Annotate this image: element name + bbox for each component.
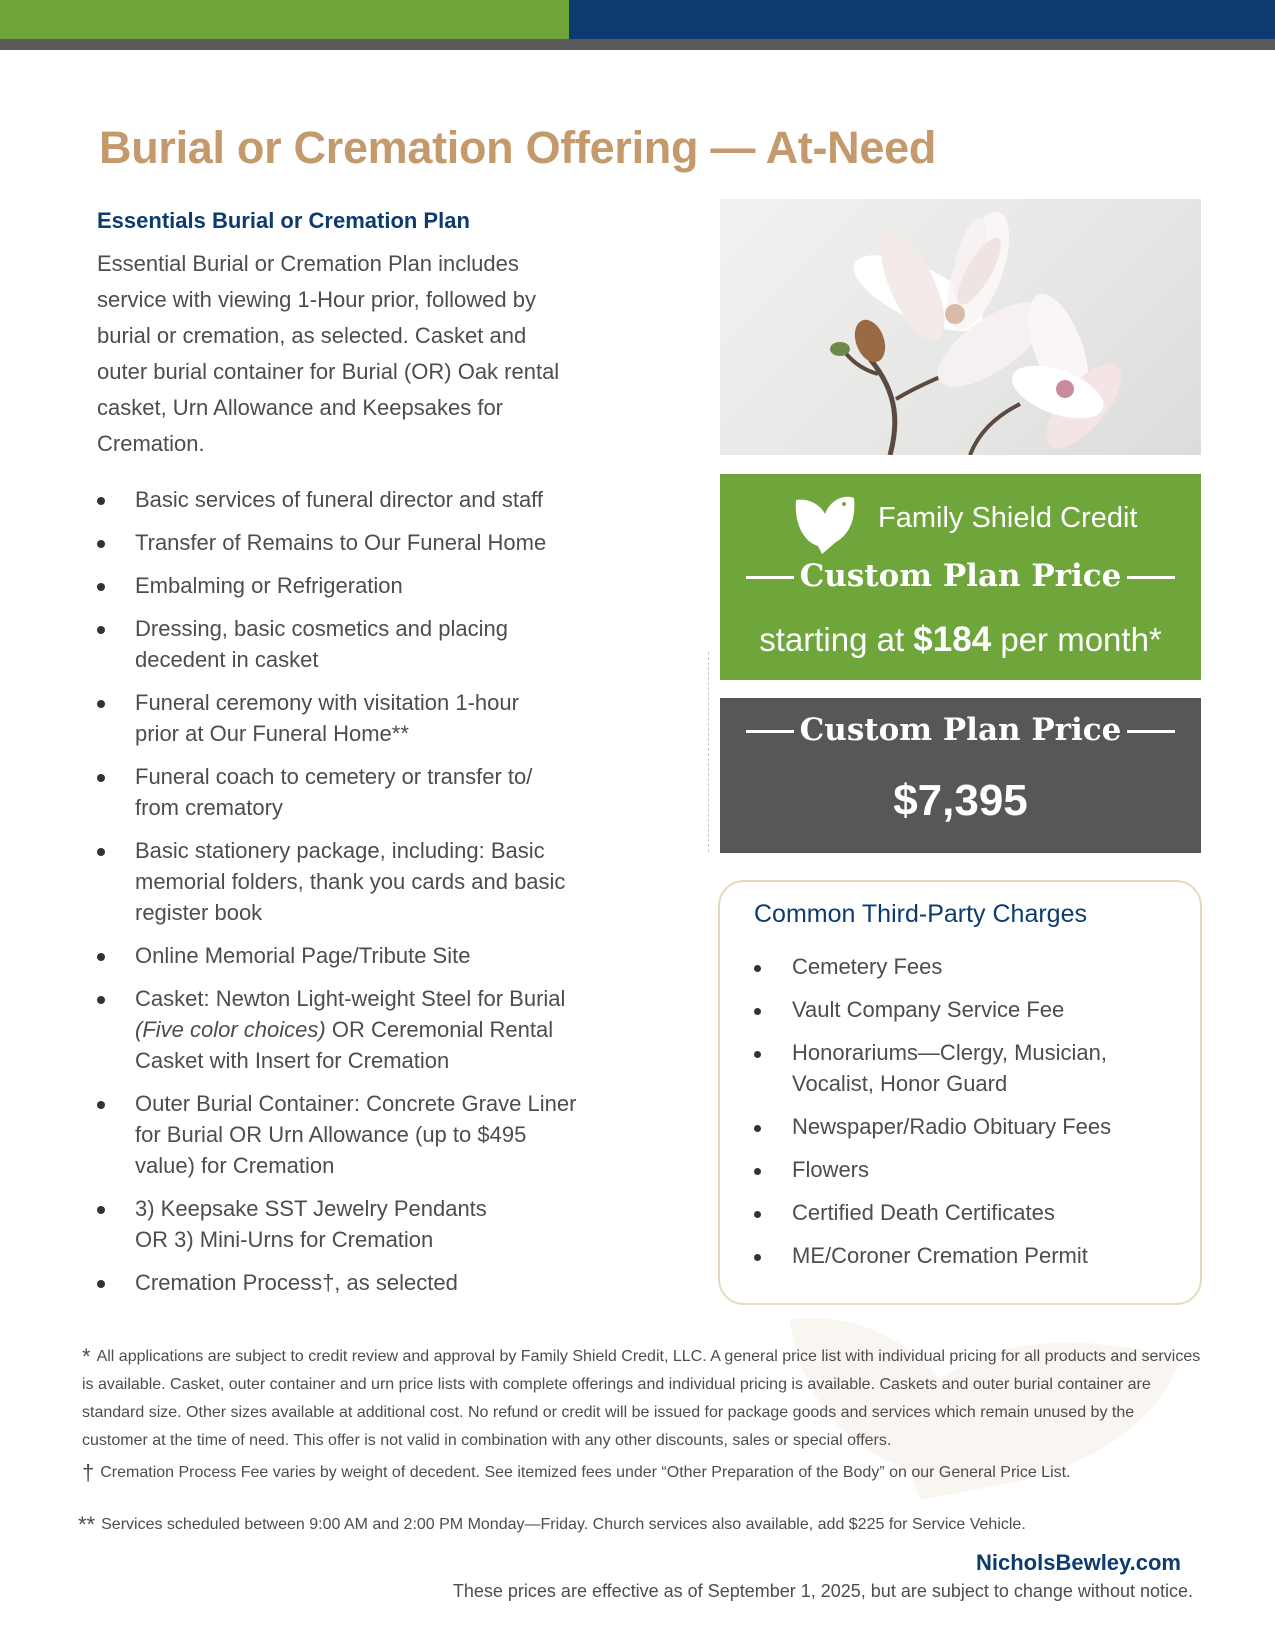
- family-shield-bird-icon: [792, 494, 858, 556]
- monthly-price-line: [720, 620, 1201, 660]
- list-item: [97, 570, 617, 601]
- bullet-icon: [97, 626, 105, 634]
- list-item-text: from crematory: [135, 795, 283, 820]
- bullet-icon: [754, 965, 761, 972]
- third-party-list: [754, 951, 1174, 1283]
- third-party-heading: Common Third-Party Charges: [754, 900, 1087, 928]
- bullet-icon: [97, 996, 105, 1004]
- starting-suffix: per month*: [1000, 621, 1162, 658]
- starting-prefix: starting at: [759, 621, 905, 658]
- magnolia-photo: [720, 199, 1201, 455]
- bullet-icon: [97, 1280, 105, 1288]
- plan-feature-list: [97, 484, 617, 1310]
- list-item-text: Basic services of funeral director and staff: [135, 487, 544, 512]
- footnote-dagger-mark: †: [82, 1460, 95, 1485]
- list-item-text: Casket: Newton Light-weight Steel for Burial: [135, 986, 566, 1011]
- list-item: [97, 613, 617, 675]
- list-item-text: Online Memorial Page/Tribute Site: [135, 943, 471, 968]
- list-item-text: Vocalist, Honor Guard: [792, 1071, 1008, 1096]
- list-item: [97, 1267, 617, 1298]
- list-item-text: Honorariums—Clergy, Musician,: [792, 1040, 1108, 1065]
- bullet-icon: [754, 1008, 761, 1015]
- bullet-icon: [754, 1254, 761, 1261]
- monthly-price: $184: [913, 620, 992, 659]
- bullet-icon: [754, 1051, 761, 1058]
- list-item-text: register book: [135, 900, 263, 925]
- price-box: [720, 698, 1201, 853]
- list-item-text: value) for Cremation: [135, 1153, 335, 1178]
- plan-intro-line: casket, Urn Allowance and Keepsakes for: [97, 395, 504, 420]
- plan-intro-line: Essential Burial or Cremation Plan includes: [97, 251, 519, 276]
- divider: [708, 652, 709, 852]
- heading-rule-left: [746, 730, 794, 733]
- list-item-text: Certified Death Certificates: [792, 1200, 1055, 1225]
- footnote-double-star-mark: **: [78, 1512, 96, 1537]
- bullet-icon: [97, 497, 105, 505]
- list-item: [97, 940, 617, 971]
- plan-intro-line: outer burial container for Burial (OR) Oak rental: [97, 359, 560, 384]
- total-price: $7,395: [893, 776, 1028, 825]
- effective-date-note: These prices are effective as of September 1, 2025, but are subject to change without notice.: [452, 1581, 1193, 1601]
- bullet-icon: [754, 1168, 761, 1175]
- list-item-text: decedent in casket: [135, 647, 319, 672]
- list-item: [97, 484, 617, 515]
- price-heading: Custom Plan Price: [799, 712, 1122, 748]
- list-item: [754, 1197, 1174, 1228]
- list-item-text: prior at Our Funeral Home**: [135, 721, 409, 746]
- list-item: [97, 527, 617, 558]
- list-item-text: Funeral coach to cemetery or transfer to/: [135, 764, 533, 789]
- footnote-star-text: All applications are subject to credit review and approval by Family Shield Credit, LLC. A general price list with individual pricing for all products and services is available. Casket, outer container and urn price lists with complete offerings and individual pricing is available. Caskets and outer burial container are standard size. Other sizes available at additional cost. No refund or credit will be issued for package goods and services which remain unused by the customer at the time of need. This offer is not valid in combination with any other discounts, sales or special offers.: [82, 1348, 1201, 1449]
- bullet-icon: [97, 774, 105, 782]
- price-heading-row: [720, 712, 1201, 748]
- list-item-text: OR 3) Mini-Urns for Cremation: [135, 1227, 434, 1252]
- footnote-star-mark: *: [82, 1344, 91, 1369]
- list-item: [97, 687, 617, 749]
- list-item-text-mixed: [135, 1014, 617, 1045]
- heading-rule-left: [746, 576, 794, 579]
- list-item: [97, 835, 617, 928]
- bullet-icon: [97, 1206, 105, 1214]
- list-item: [97, 983, 617, 1076]
- bullet-icon: [97, 953, 105, 961]
- list-item-text: Cremation Process†, as selected: [135, 1270, 458, 1295]
- list-item-text: ME/Coroner Cremation Permit: [792, 1243, 1088, 1268]
- plan-intro-line: service with viewing 1-Hour prior, followed by: [97, 287, 536, 312]
- plan-intro-line: burial or cremation, as selected. Casket and: [97, 323, 527, 348]
- list-item-text: Casket with Insert for Cremation: [135, 1048, 450, 1073]
- list-item-text: Newspaper/Radio Obituary Fees: [792, 1114, 1112, 1139]
- list-item-text: Transfer of Remains to Our Funeral Home: [135, 530, 547, 555]
- list-item: [97, 1088, 617, 1181]
- top-accent-bar-blue: [569, 0, 1275, 39]
- list-item: [754, 1111, 1174, 1142]
- page-title: Burial or Cremation Offering — At-Need: [99, 122, 937, 173]
- list-item-text: memorial folders, thank you cards and basic: [135, 869, 566, 894]
- plan-heading: Essentials Burial or Cremation Plan: [97, 208, 470, 233]
- footnote-star: [82, 1343, 1202, 1455]
- footnote-dagger: [82, 1459, 1202, 1487]
- credit-brand-name: Family Shield Credit: [878, 502, 1138, 534]
- heading-rule-right: [1127, 576, 1175, 579]
- bullet-icon: [97, 848, 105, 856]
- list-item: [754, 1037, 1174, 1099]
- credit-heading: Custom Plan Price: [799, 558, 1122, 594]
- list-item-text: Funeral ceremony with visitation 1-hour: [135, 690, 519, 715]
- bullet-icon: [754, 1125, 761, 1132]
- plan-intro: [97, 246, 597, 462]
- bullet-icon: [754, 1211, 761, 1218]
- list-item-text: Cemetery Fees: [792, 954, 943, 979]
- third-party-charges-box: [718, 880, 1202, 1305]
- bullet-icon: [97, 583, 105, 591]
- list-item-text: Outer Burial Container: Concrete Grave Liner: [135, 1091, 577, 1116]
- list-item: [754, 1154, 1174, 1185]
- list-item-text: Vault Company Service Fee: [792, 997, 1065, 1022]
- bullet-icon: [97, 540, 105, 548]
- list-item-text: 3) Keepsake SST Jewelry Pendants: [135, 1196, 487, 1221]
- list-item: [754, 1240, 1174, 1271]
- footnote-double-star-text: Services scheduled between 9:00 AM and 2:00 PM Monday—Friday. Church services also available, add $225 for Service Vehicle.: [101, 1516, 1026, 1533]
- list-item-text: Basic stationery package, including: Basic: [135, 838, 545, 863]
- list-item: [754, 951, 1174, 982]
- list-item: [97, 1193, 617, 1255]
- list-item-text: Dressing, basic cosmetics and placing: [135, 616, 508, 641]
- list-item-text-tail: OR Ceremonial Rental: [325, 1017, 554, 1042]
- list-item-text: Flowers: [792, 1157, 870, 1182]
- list-item-text: Embalming or Refrigeration: [135, 573, 403, 598]
- list-item: [97, 761, 617, 823]
- list-item-text: for Burial OR Urn Allowance (up to $495: [135, 1122, 527, 1147]
- website-link[interactable]: NicholsBewley.com: [976, 1550, 1181, 1575]
- top-accent-bar-gray: [0, 39, 1275, 50]
- italic-note: (Five color choices): [135, 1017, 326, 1042]
- footnote-dagger-text: Cremation Process Fee varies by weight of decedent. See itemized fees under “Other Preparation of the Body” on our General Price List.: [100, 1464, 1071, 1481]
- credit-heading-row: [720, 558, 1201, 594]
- bullet-icon: [97, 700, 105, 708]
- bullet-icon: [97, 1101, 105, 1109]
- list-item: [754, 994, 1174, 1025]
- heading-rule-right: [1127, 730, 1175, 733]
- plan-intro-line: Cremation.: [97, 431, 205, 456]
- footnote-double-star: [78, 1511, 1198, 1539]
- credit-offer-box: [720, 474, 1201, 680]
- top-accent-bar-green: [0, 0, 569, 39]
- magnolia-flowers-image: [720, 199, 1201, 455]
